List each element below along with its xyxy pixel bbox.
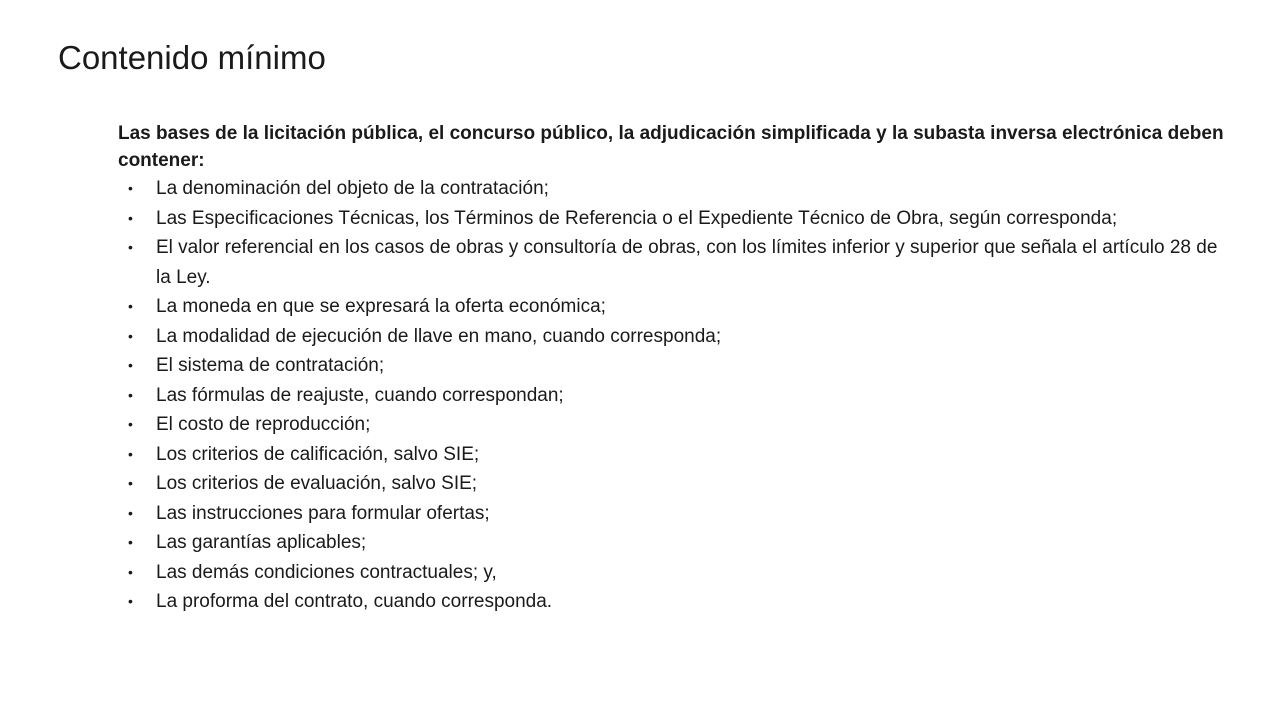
list-item	[118, 499, 1228, 529]
list-item	[118, 351, 1228, 381]
list-item	[118, 204, 1228, 234]
list-item	[118, 469, 1228, 499]
list-item-text: La modalidad de ejecución de llave en mano, cuando corresponda;	[156, 325, 722, 347]
bullet-icon: •	[128, 534, 133, 550]
list-item-text: Los criterios de evaluación, salvo SIE;	[156, 473, 478, 494]
bullet-icon: •	[128, 504, 133, 521]
bullet-icon: •	[128, 563, 133, 580]
bullet-icon: •	[128, 593, 133, 609]
list-item-text: El costo de reproducción;	[156, 414, 371, 435]
list-item-text: Las Especificaciones Técnicas, los Términos de Referencia o el Expediente Técnico de Obra, según corresponda;	[156, 207, 1118, 229]
bullet-icon: •	[128, 416, 133, 432]
list-item	[118, 381, 1228, 411]
list-item-text: Las fórmulas de reajuste, cuando correspondan;	[156, 384, 564, 406]
list-item	[118, 558, 1228, 588]
bullet-list	[118, 174, 1228, 617]
list-item-text: Las demás condiciones contractuales; y,	[156, 561, 497, 583]
slide-title: Contenido mínimo	[58, 39, 326, 76]
bullet-icon: •	[128, 209, 133, 226]
list-item	[118, 292, 1228, 322]
list-item	[118, 440, 1228, 470]
bullet-icon: •	[128, 180, 133, 196]
list-item-text: La moneda en que se expresará la oferta económica;	[156, 296, 606, 317]
list-item-text: Los criterios de calificación, salvo SIE;	[156, 443, 480, 465]
list-item-text: La proforma del contrato, cuando corresponda.	[156, 591, 553, 612]
intro-paragraph: Las bases de la licitación pública, el concurso público, la adjudicación simplificada y la subasta inversa electrónica deben contener:	[118, 123, 1224, 171]
bullet-icon: •	[128, 327, 133, 344]
list-item-text: Las garantías aplicables;	[156, 532, 367, 553]
bullet-icon: •	[128, 386, 133, 403]
slide-body	[118, 120, 1228, 617]
list-item-text: El valor referencial en los casos de obras y consultoría de obras, con los límites inferior y superior que señala el artículo 28 de la Ley.	[156, 237, 1218, 288]
bullet-icon: •	[128, 445, 133, 462]
list-item-text: El sistema de contratación;	[156, 355, 385, 376]
list-item	[118, 528, 1228, 558]
list-item-text: La denominación del objeto de la contratación;	[156, 178, 549, 199]
list-item	[118, 410, 1228, 440]
list-item-text: Las instrucciones para formular ofertas;	[156, 502, 490, 524]
list-item	[118, 587, 1228, 617]
bullet-icon: •	[128, 357, 133, 373]
bullet-icon: •	[128, 475, 133, 491]
bullet-icon: •	[128, 298, 133, 314]
list-item	[118, 322, 1228, 352]
list-item	[118, 174, 1228, 204]
list-item	[118, 233, 1228, 292]
bullet-icon: •	[128, 239, 133, 255]
